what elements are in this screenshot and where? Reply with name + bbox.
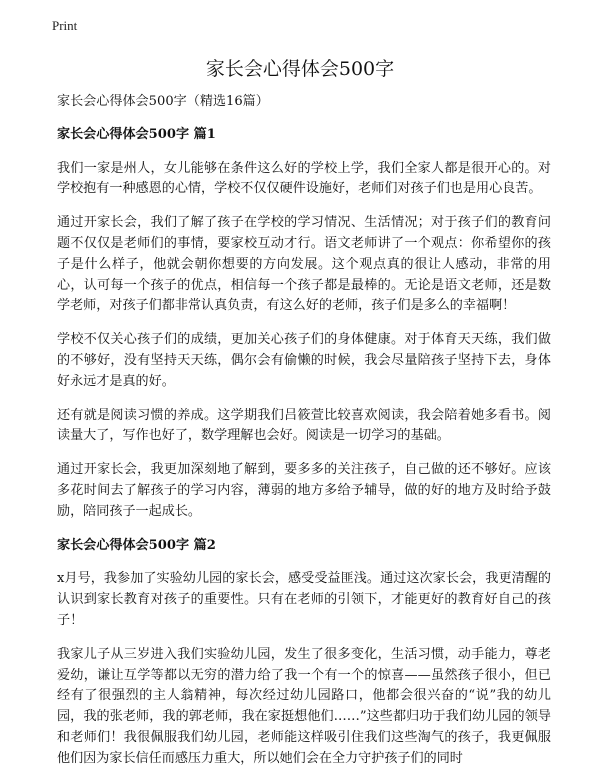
print-link[interactable]: Print — [52, 18, 78, 33]
document-title: 家长会心得体会500字 — [205, 58, 395, 80]
paragraph: 通过开家长会，我更加深刻地了解到，要多多的关注孩子，自己做的还不够好。应该多花时间去了解孩子的学习内容，薄弱的地方多给予辅导，做的好的地方及时给予鼓励，陪同孩子一起成长。 — [57, 462, 551, 519]
paragraph: 我家儿子从三岁进入我们实验幼儿园，发生了很多变化，生活习惯，动手能力，尊老爱幼，谦让互学等都以无穷的潜力给了我一个有一个的惊喜——虽然孩子很小，但已经有了很强烈的主人翁精神，每次经过幼儿园路口，他都会很兴奋的“说”我的幼儿园，我的张老师，我的郭老师，我在家挺想他们……”这些都归功于我们幼儿园的领导和老师们！我很佩服我们幼儿园，老师能这样吸引住我们这些淘气的孩子，我更佩服他们因为家长信任而感压力重大，所以她们会在全力守护孩子们的同时 — [57, 646, 551, 766]
paragraph: 我们一家是州人，女儿能够在条件这么好的学校上学，我们全家人都是很开心的。对学校抱有一种感恩的心情，学校不仅仅硬件设施好，老师们对孩子们也是用心良苦。 — [57, 160, 551, 197]
section-heading: 家长会心得体会500字 篇2 — [57, 537, 216, 553]
paragraph: 学校不仅关心孩子们的成绩，更加关心孩子们的身体健康。对于体育天天练，我们做的不够好，没有坚持天天练，偶尔会有偷懒的时候，我会尽量陪孩子坚持下去，身体好永远才是真的好。 — [57, 332, 551, 389]
section-heading: 家长会心得体会500字 篇1 — [57, 126, 216, 142]
paragraph: 还有就是阅读习惯的养成。这学期我们吕筱萱比较喜欢阅读，我会陪着她多看书。阅读量大了，写作也好了，数学理解也会好。阅读是一切学习的基础。 — [57, 407, 551, 444]
paragraph: x月号，我参加了实验幼儿园的家长会，感受受益匪浅。通过这次家长会，我更清醒的认识到家长教育对孩子的重要性。只有在老师的引领下，才能更好的教育好自己的孩子！ — [57, 571, 551, 628]
document-body — [57, 92, 551, 783]
section-1 — [57, 125, 551, 523]
document-subtitle: 家长会心得体会500字（精选16篇） — [57, 94, 269, 109]
section-2 — [57, 536, 551, 770]
paragraph: 通过开家长会，我们了解了孩子在学校的学习情况、生活情况；对于孩子们的教育问题不仅仅是老师们的事情，要家校互动才行。语文老师讲了一个观点：你希望你的孩子是什么样子，他就会朝你想要的方向发展。这个观点真的很让人感动，非常的用心，认可每一个孩子的优点，相信每一个孩子都是最棒的。无论是语文老师，还是数学老师，对孩子们都非常认真负责，有这么好的老师，孩子们是多么的幸福啊！ — [57, 215, 551, 314]
